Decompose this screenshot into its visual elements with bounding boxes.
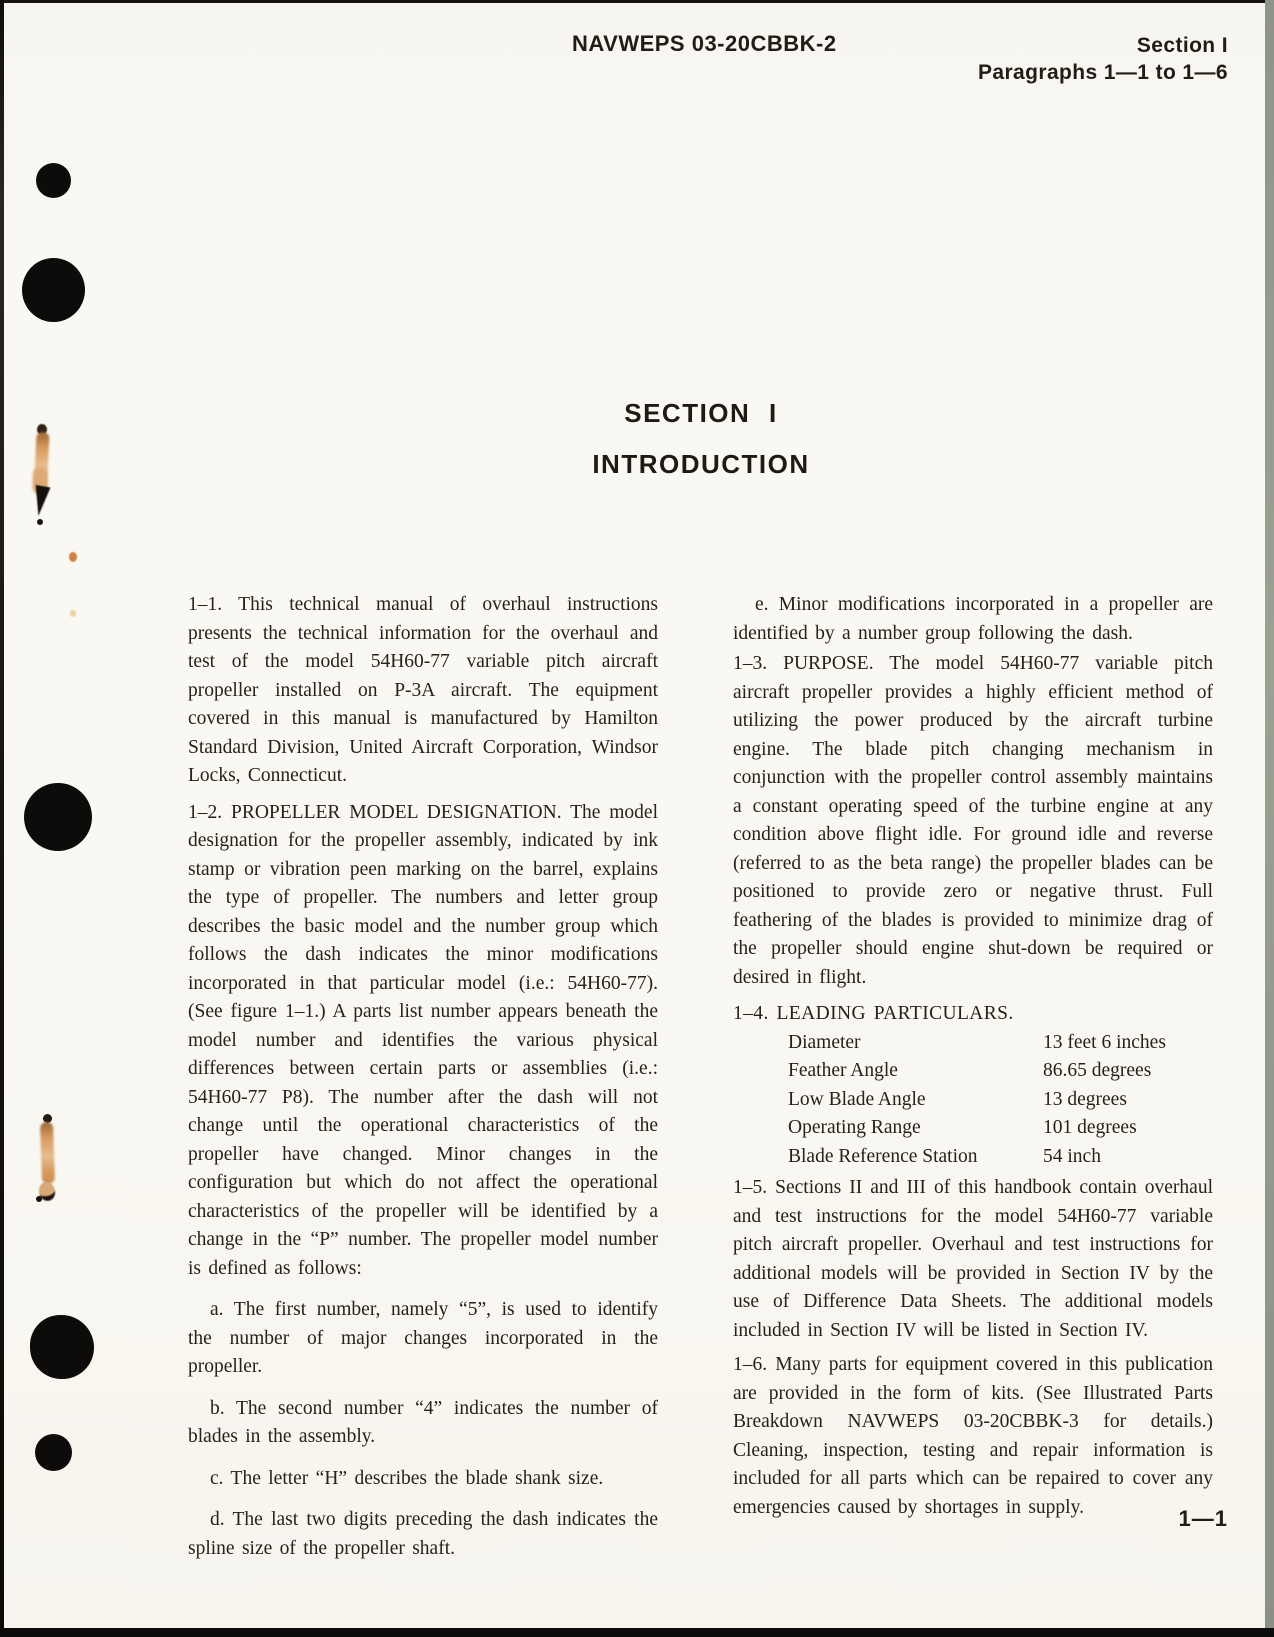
scan-edge-top xyxy=(0,0,1274,3)
smudge-streak xyxy=(40,1122,55,1184)
smudge-speck xyxy=(36,1196,42,1202)
particular-value: 54 inch xyxy=(1043,1145,1101,1167)
paragraph-1-3: 1–3. PURPOSE. The model 54H60-77 variable pitch aircraft propeller provides a highly efficient method of utilizing the power produced by the aircraft turbine engine. The blade pitch changing mechanism in conjunction with the propeller control assembly maintains a constant operating speed of the turbine engine at any condition above flight idle. For ground idle and reverse (referred to as the beta range) the propeller blades can be positioned to provide zero or negative thrust. Full feathering of the blades is provided to minimize drag of the propeller should engine shut-down be required or desired in flight. xyxy=(733,653,1213,988)
particular-label: Diameter xyxy=(788,1031,861,1053)
paragraph-1-6: 1–6. Many parts for equipment covered in this publication are provided in the form of kits. (See Illustrated Parts Breakdown NAVWEPS 03-20CBBK-3 for details.) Cleaning, inspection, testing and repair information is included for all parts which can be repaired to cover any emergencies caused by shortages in supply. xyxy=(733,1354,1213,1518)
rust-fleck-2 xyxy=(70,610,76,617)
rust-fleck-1 xyxy=(69,552,77,562)
punch-dot-3 xyxy=(24,783,92,851)
paragraph-1-1: 1–1. This technical manual of overhaul instructions presents the technical information for the overhaul and test of the model 54H60-77 variable pitch aircraft propeller installed on P-3A aircraft. The equipment covered in this manual is manufactured by Hamilton Standard Division, United Aircraft Corporation, Windsor Locks, Connecticut. xyxy=(188,594,658,786)
punch-dot-5 xyxy=(35,1434,72,1471)
particular-label: Blade Reference Station xyxy=(788,1145,978,1167)
left-column xyxy=(188,591,658,1576)
particular-label: Low Blade Angle xyxy=(788,1088,926,1110)
particular-value: 86.65 degrees xyxy=(1043,1060,1152,1081)
header-section-label: Section I xyxy=(1136,34,1228,57)
particular-label: Feather Angle xyxy=(788,1060,898,1081)
paragraph-1-5: 1–5. Sections II and III of this handbook contain overhaul and test instructions for the model 54H60-77 variable pitch aircraft propeller. Overhaul and test instructions for additional models will be provided in Section IV by the use of Difference Data Sheets. The additional models included in Section IV will be listed in Section IV. xyxy=(733,1177,1213,1341)
table-row xyxy=(788,1114,1213,1143)
header-paragraph-range: Paragraphs 1—1 to 1—6 xyxy=(978,61,1228,84)
page-number: 1—1 xyxy=(1178,1506,1228,1531)
table-row xyxy=(788,1029,1213,1058)
particular-label: Operating Range xyxy=(788,1117,921,1138)
particular-value: 13 degrees xyxy=(1043,1088,1127,1110)
scan-edge-left xyxy=(0,0,4,1637)
scan-edge-right xyxy=(1265,0,1274,1637)
leading-particulars-table xyxy=(788,1029,1213,1172)
punch-dot-4 xyxy=(30,1315,94,1379)
section-heading: SECTION I xyxy=(624,398,778,428)
table-row xyxy=(788,1086,1213,1115)
header-right-block xyxy=(978,32,1228,86)
document-number: NAVWEPS 03-20CBBK-2 xyxy=(572,31,837,56)
table-row xyxy=(788,1057,1213,1086)
list-item-e: e. Minor modifications incorporated in a propeller are identified by a number group following the dash. xyxy=(733,594,1213,644)
list-item-d: d. The last two digits preceding the dash indicates the spline size of the propeller shaft. xyxy=(188,1509,658,1559)
list-item-b: b. The second number “4” indicates the number of blades in the assembly. xyxy=(188,1397,658,1447)
paragraph-1-4-heading: 1–4. LEADING PARTICULARS. xyxy=(733,1003,1014,1024)
scan-edge-bottom xyxy=(0,1628,1274,1637)
particular-value: 13 feet 6 inches xyxy=(1043,1031,1166,1053)
right-column xyxy=(733,591,1213,1535)
punch-dot-2 xyxy=(22,258,85,322)
paragraph-1-2: 1–2. PROPELLER MODEL DESIGNATION. The model designation for the propeller assembly, indicated by ink stamp or vibration peen marking on the barrel, explains the type of propeller. The numbers and letter group describes the basic model and the number group which follows the dash indicates the minor modifications incorporated in that particular model (i.e.: 54H60-77). (See figure 1–1.) A parts list number appears beneath the model number and identifies the various physical differences between certain parts or assemblies (i.e.: 54H60-77 P8). The number after the dash will not change until the operational characteristics of the propeller have changed. Minor changes in the configuration but which do not affect the operational characteristics of the propeller will be identified by a change in the “P” number. The propeller model number is defined as follows: xyxy=(188,801,658,1279)
punch-dot-1 xyxy=(36,163,71,198)
table-row xyxy=(788,1143,1213,1172)
smudge-speck xyxy=(37,519,43,525)
chapter-heading: INTRODUCTION xyxy=(592,449,810,479)
list-item-c: c. The letter “H” describes the blade shank size. xyxy=(210,1467,604,1489)
list-item-a: a. The first number, namely “5”, is used to identify the number of major changes incorporated in the propeller. xyxy=(188,1299,658,1377)
particular-value: 101 degrees xyxy=(1043,1117,1137,1138)
